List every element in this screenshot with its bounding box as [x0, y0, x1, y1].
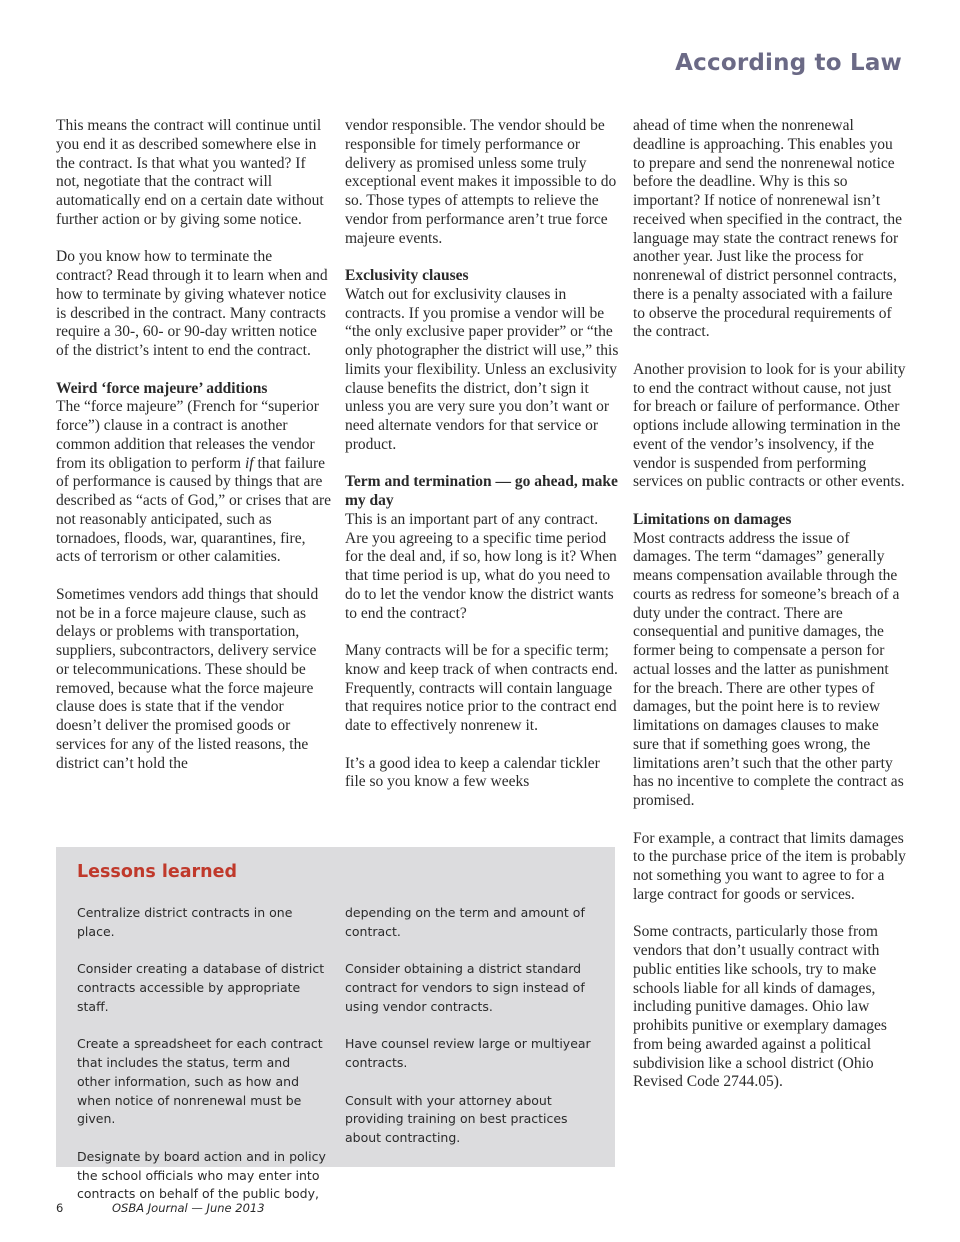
lessons-left-column — [77, 904, 327, 1223]
lesson-item: Create a spreadsheet for each contract that includes the status, term and other information, such as how and when notice of nonrenewal must be given. — [77, 1036, 323, 1127]
paragraph: Most contracts address the issue of damages. The term “damages” generally means compensation available through the courts as redress for someone’s breach of a duty under the contract. There are consequential and punitive damages, the former being to compensate a person for actual losses and the latter as punishment for the breach. There are other types of damages, but the point here is to review limitations on damages clauses to make sure that if something goes wrong, the limitations aren’t such that the other party has no incentive to complete the contract as promised. — [633, 529, 904, 809]
column-3 — [633, 117, 908, 1111]
paragraph: ahead of time when the nonrenewal deadline is approaching. This enables you to prepare and send the nonrenewal notice before the deadline. Why is this so important? If notice of nonrenewal isn’t received when specified in the contract, the language may state the contract renews for another year. Just like the process for nonrenewal of district personnel contracts, there is a penalty associated with a failure to observe the procedural requirements of the contract. — [633, 117, 902, 341]
column-2 — [345, 117, 621, 811]
subheading-limitations: Limitations on damages — [633, 510, 792, 528]
journal-issue: OSBA Journal — June 2013 — [112, 1201, 265, 1215]
lesson-item: depending on the term and amount of contract. — [345, 905, 585, 939]
limitations-section — [633, 511, 908, 811]
page-number: 6 — [56, 1201, 64, 1215]
exclusivity-section — [345, 267, 621, 455]
lesson-item: Consult with your attorney about providing training on best practices about contracting. — [345, 1092, 568, 1145]
lesson-item: Consider obtaining a district standard contract for vendors to sign instead of using vendor contracts. — [345, 961, 585, 1014]
lessons-title: Lessons learned — [77, 862, 238, 882]
paragraph: Do you know how to terminate the contract? Read through it to learn when and how to terminate by giving whatever notice is described in the contract. Many contracts require a 30-, 60- or 90-day written notice of the district’s intent to end the contract. — [56, 248, 328, 359]
section-title: According to Law — [675, 50, 902, 76]
text-run: that failure of performance is caused by things that are described as “acts of God,” or crises that are not reasonably anticipated, such as tornadoes, floods, war, quarantines, fire, acts of terrorism or other calamities. — [56, 454, 332, 566]
paragraph: vendor responsible. The vendor should be responsible for timely performance or delivery as promised unless some truly exceptional event makes it impossible to do so. Those types of attempts to relieve the vendor from performance aren’t true force majeure events. — [345, 117, 617, 247]
subheading-term-termination: Term and termination — go ahead, make my day — [345, 473, 618, 509]
force-majeure-section — [56, 380, 332, 568]
paragraph: For example, a contract that limits damages to the purchase price of the item is probably not something you want to agree to for a large contract for goods or services. — [633, 829, 906, 903]
term-termination-section — [345, 473, 621, 623]
paragraph: It’s a good idea to keep a calendar tickler file so you know a few weeks — [345, 754, 600, 791]
lessons-learned-box — [56, 847, 615, 1202]
lesson-item: Designate by board action and in policy the school officials who may enter into contracts on behalf of the public body, — [77, 1148, 326, 1202]
paragraph: Another provision to look for is your ability to end the contract without cause, not just for breach or failure of performance. Other options include allowing termination in the event of the vendor’s insolvency, if the vendor is suspended from performing services on public contracts or other events. — [633, 360, 906, 491]
paragraph — [56, 398, 332, 567]
page-footer — [56, 1201, 265, 1215]
subheading-exclusivity: Exclusivity clauses — [345, 267, 469, 284]
lessons-right-column — [345, 904, 597, 1167]
column-1 — [56, 117, 332, 792]
lesson-item: Centralize district contracts in one place. — [77, 905, 293, 939]
paragraph: This means the contract will continue until you end it as described somewhere else in the contract. Is that what you wanted? If not, negotiate that the contract will automatically end on a certain date without further action or by giving some notice. — [56, 117, 324, 228]
paragraph: Sometimes vendors add things that should not be in a force majeure clause, such as delays or problems with transportation, suppliers, subcontractors, delivery service or telecommunications. These should be removed, because what the force majeure clause does is state that if the vendor doesn’t deliver the promised goods or services for any of the listed reasons, the district can’t hold the — [56, 585, 319, 772]
paragraph: Watch out for exclusivity clauses in contracts. If you promise a vendor will be “the only exclusive paper provider” or “the only photographer the district will use,” this limits your flexibility. Unless an exclusivity clause benefits the district, don’t sign it unless you are very sure you don’t want or need alternate vendors for that service or product. — [345, 285, 619, 453]
paragraph: This is an important part of any contract. Are you agreeing to a specific time period for the deal and, if so, how long is it? When that time period is up, what do you need to do to let the vendor know the district wants to end the contract? — [345, 510, 617, 622]
text-run: The “force majeure” (French for “superior force”) clause in a contract is another common addition that releases the vendor from its obligation to perform — [56, 398, 319, 472]
paragraph: Some contracts, particularly those from vendors that don’t usually contract with public entities like schools, try to make schools liable for all kinds of damages, including punitive damages. Ohio law prohibits punitive or exemplary damages from being awarded against a political subdivision like a school district (Ohio Revised Code 2744.05). — [633, 923, 887, 1091]
subheading-force-majeure: Weird ‘force majeure’ additions — [56, 379, 268, 397]
paragraph: Many contracts will be for a specific term; know and keep track of when contracts end. Frequently, contracts will contain language that requires notice prior to the contract end date to effectively nonrenew it. — [345, 642, 618, 734]
lesson-item: Consider creating a database of district contracts accessible by appropriate staff. — [77, 961, 325, 1014]
lesson-item: Have counsel review large or multiyear contracts. — [345, 1036, 591, 1070]
emphasis-text: if — [244, 454, 254, 472]
